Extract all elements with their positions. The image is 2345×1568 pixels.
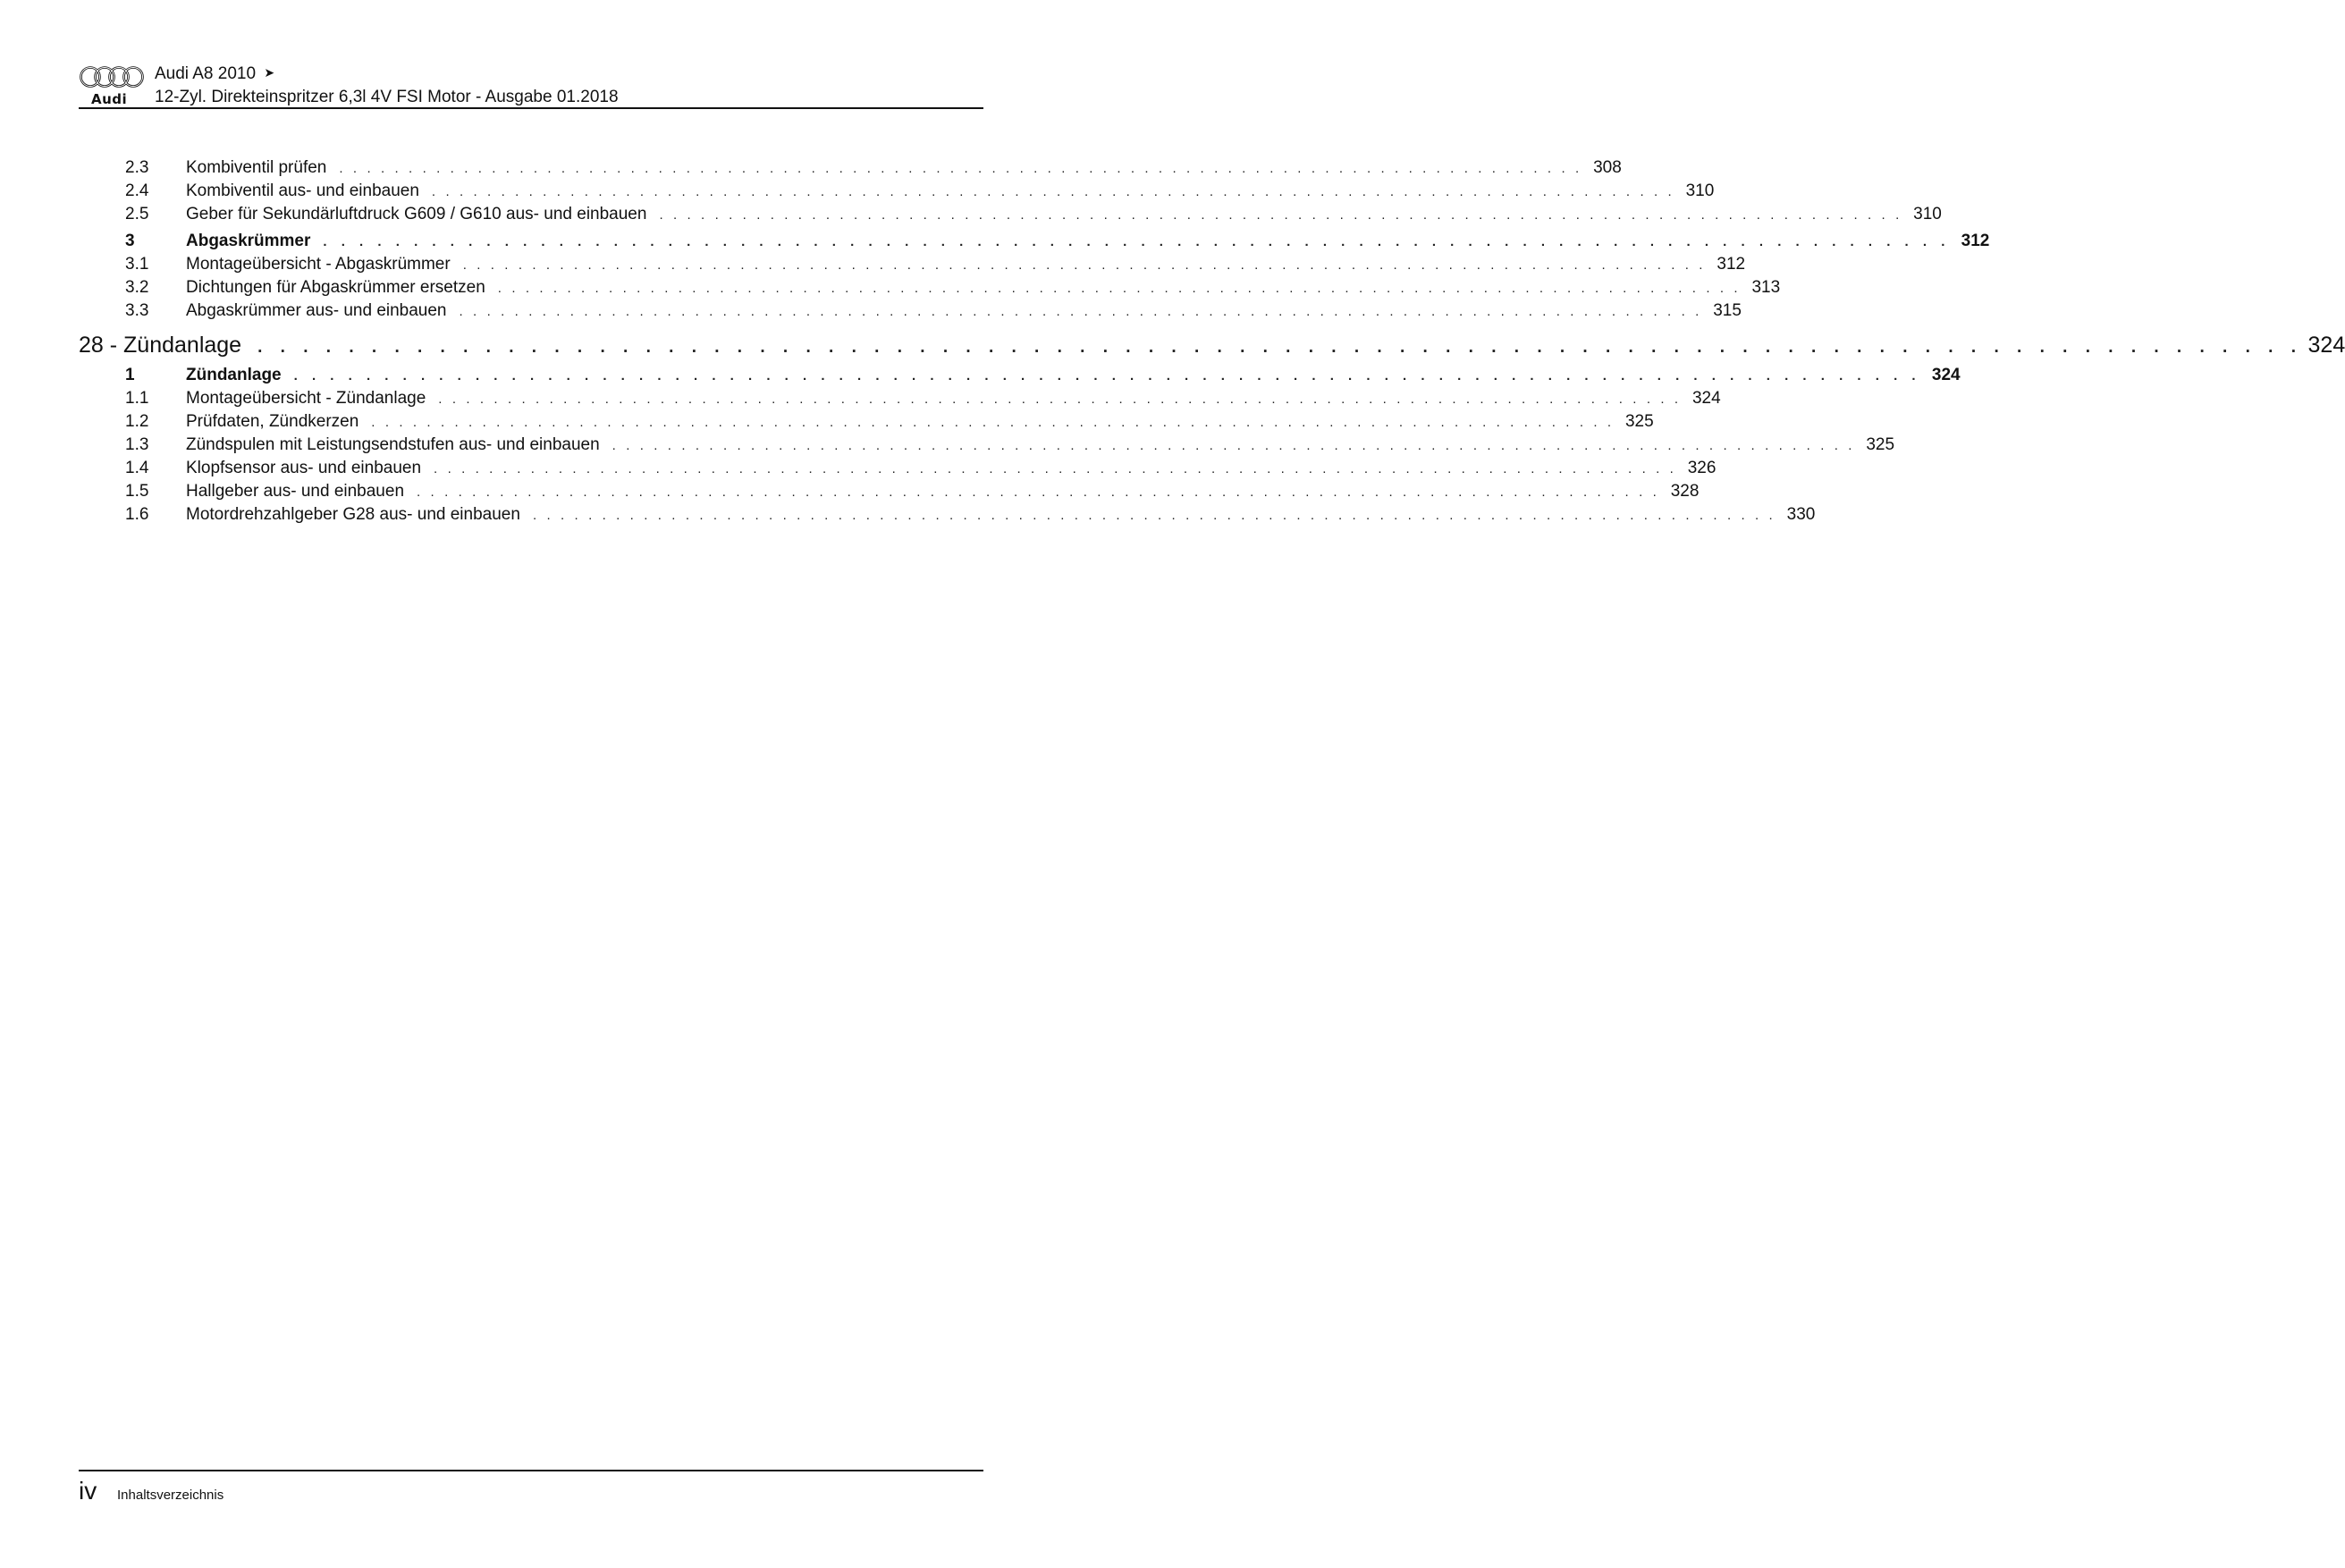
toc-leader-dots: . . . . . . . . . . . . . . . . . . . . . . . . . . . . . . . . . . . . . . . . . . . . . . . . . . . . . . . . . . . . . . . . . . . . . . . . . . . . . . . . . . . . . . . . . . <box>659 207 1902 223</box>
toc-number: 1.3 <box>125 435 149 454</box>
toc-title: Hallgeber aus- und einbauen <box>186 480 417 503</box>
arrow-right-icon: ➤ <box>264 65 275 80</box>
toc-number: 3 <box>125 232 135 250</box>
toc-entry-row[interactable] <box>79 253 1746 276</box>
toc-page-number: 326 <box>1687 459 1717 477</box>
toc-page-number: 330 <box>1786 505 1816 524</box>
toc-title: Kombiventil prüfen <box>186 156 339 180</box>
audi-wordmark: Audi <box>91 91 128 107</box>
toc-number: 3.3 <box>125 301 149 320</box>
footer-label: Inhaltsverzeichnis <box>117 1488 224 1503</box>
toc-entry-row[interactable] <box>79 457 1717 480</box>
toc-title: 28 - Zündanlage <box>79 330 257 360</box>
toc-leader-dots: . . . . . . . . . . . . . . . . . . . . . . . . . . . . . . . . . . . . . . . . . . . . . . . . . . . . . . . . . . . . . . . . . . . . . . . . . . . . . . . . . . . . . . . . . . <box>497 281 1742 296</box>
toc-title: Dichtungen für Abgaskrümmer ersetzen <box>186 276 498 299</box>
toc-page-number: 308 <box>1593 158 1622 177</box>
toc-leader-dots: . . . . . . . . . . . . . . . . . . . . . . . . . . . . . . . . . . . . . . . . . . . . . . . . . . . . . . . . . . . . . . . . . . . . . . . . . . . . . . . . . . . . . . . . . . <box>371 415 1615 430</box>
toc-number: 2.4 <box>125 181 149 200</box>
toc-entry-row[interactable] <box>79 180 1715 203</box>
toc-entry-row[interactable] <box>79 434 1895 457</box>
toc-number: 2.5 <box>125 205 149 223</box>
footer-divider <box>79 1470 983 1471</box>
toc-number: 1.5 <box>125 482 149 501</box>
toc-title: Zündanlage <box>186 364 294 387</box>
toc-page-number: 312 <box>1961 232 1990 250</box>
toc-title: Montageübersicht - Abgaskrümmer <box>186 253 463 276</box>
toc-leader-dots: . . . . . . . . . . . . . . . . . . . . . . . . . . . . . . . . . . . . . . . . . . . . . . . . . . . . . . . . . . . . . . . . . . . . . . . . . . . . . . . . . . . . . . . . . . <box>462 257 1707 273</box>
toc-leader-dots: . . . . . . . . . . . . . . . . . . . . . . . . . . . . . . . . . . . . . . . . . . . . . . . . . . . . . . . . . . . . . . . . . . . . . . . . . . . . . . . . . . . . . . . . . . <box>612 438 1856 453</box>
header-divider <box>79 107 983 109</box>
toc-page-number: 324 <box>2307 333 2345 358</box>
audi-logo <box>79 64 145 105</box>
toc-leader-dots: . . . . . . . . . . . . . . . . . . . . . . . . . . . . . . . . . . . . . . . . . . . . . . . . . . . . . . . . . . . . . . . . . . . . . . . . . . . . . . . . . . . . . . . . . . <box>434 461 1677 476</box>
toc-entry-row[interactable] <box>79 410 1654 434</box>
footer-page-number: iv <box>79 1477 97 1505</box>
toc-number: 2.3 <box>125 158 149 177</box>
document-title <box>155 64 274 84</box>
toc-page-number: 310 <box>1685 181 1715 200</box>
toc-page-number: 325 <box>1624 412 1654 431</box>
toc-entry-row[interactable] <box>79 156 1622 180</box>
toc-entry-row[interactable] <box>79 387 1721 410</box>
toc-page-number: 310 <box>1913 205 1942 223</box>
toc-page-number: 312 <box>1717 255 1746 274</box>
toc-leader-dots: . . . . . . . . . . . . . . . . . . . . . . . . . . . . . . . . . . . . . . . . . . . . . . . . . . . . . . . . . . . . . . . . . . . . . . . . . . . . . . . . . . . . . . . . . . <box>293 368 1921 384</box>
toc-title: Geber für Sekundärluftdruck G609 / G610 aus- und einbauen <box>186 203 659 226</box>
toc-entry-row[interactable] <box>79 276 1781 299</box>
toc-title: Montageübersicht - Zündanlage <box>186 387 438 410</box>
toc-number: 1 <box>125 366 135 384</box>
toc-section-row[interactable] <box>79 364 1961 387</box>
toc-leader-dots: . . . . . . . . . . . . . . . . . . . . . . . . . . . . . . . . . . . . . . . . . . . . . . . . . . . . . . . . . . . . . . . . . . . . . . . . . . . . . . . . . . . . . . . . . . <box>323 234 1951 249</box>
toc-number: 3.1 <box>125 255 149 274</box>
toc-number: 1.2 <box>125 412 149 431</box>
toc-page-number: 315 <box>1713 301 1742 320</box>
page-header <box>79 63 983 109</box>
audi-rings-icon <box>79 64 145 89</box>
toc-entry-row[interactable] <box>79 299 1742 323</box>
toc-chapter-row[interactable] <box>79 330 2345 360</box>
toc-leader-dots: . . . . . . . . . . . . . . . . . . . . . . . . . . . . . . . . . . . . . . . . . . . . . . . . . . . . . . . . . . . . . . . . . . . . . . . . . . . . . . . . . . . . . . . . . . <box>339 161 1582 176</box>
toc-leader-dots: . . . . . . . . . . . . . . . . . . . . . . . . . . . . . . . . . . . . . . . . . . . . . . . . . . . . . . . . . . . . . . . . . . . . . . . . . . . . . . . . . . . . . . . . . . <box>459 304 1702 319</box>
toc-leader-dots: . . . . . . . . . . . . . . . . . . . . . . . . . . . . . . . . . . . . . . . . . . . . . . . . . . . . . . . . . . . . . . . . . . . . . . . . . . . . . . . . . . . . . . . . . . <box>417 485 1660 500</box>
table-of-contents <box>79 156 2345 527</box>
toc-title: Prüfdaten, Zündkerzen <box>186 410 371 434</box>
toc-title: Kombiventil aus- und einbauen <box>186 180 432 203</box>
toc-entry-row[interactable] <box>79 503 1816 527</box>
toc-page-number: 324 <box>1931 366 1961 384</box>
toc-leader-dots: . . . . . . . . . . . . . . . . . . . . . . . . . . . . . . . . . . . . . . . . . . . . . . . . . . . . . . . . . . . . . . . . . . . . . . . . . . . . . . . . . . . . . . . . . . <box>431 184 1675 199</box>
toc-leader-dots: . . . . . . . . . . . . . . . . . . . . . . . . . . . . . . . . . . . . . . . . . . . . . . . . . . . . . . . . . . . . . . . . . . . . . . . . . . . . . . . . . . . . . . . . . . <box>438 392 1682 407</box>
toc-section-row[interactable] <box>79 230 1990 253</box>
toc-leader-dots: . . . . . . . . . . . . . . . . . . . . . . . . . . . . . . . . . . . . . . . . . . . . . . . . . . . . . . . . . . . . . . . . . . . . . . . . . . . . . . . . . . . . . . . . . . <box>532 508 1776 523</box>
toc-title: Zündspulen mit Leistungsendstufen aus- und einbauen <box>186 434 612 457</box>
toc-number: 3.2 <box>125 278 149 297</box>
toc-entry-row[interactable] <box>79 480 1700 503</box>
toc-number: 1.1 <box>125 389 149 408</box>
toc-number: 1.6 <box>125 505 149 524</box>
document-subtitle: 12-Zyl. Direkteinspritzer 6,3l 4V FSI Motor - Ausgabe 01.2018 <box>155 88 619 106</box>
toc-page-number: 313 <box>1751 278 1781 297</box>
toc-title: Klopfsensor aus- und einbauen <box>186 457 434 480</box>
vehicle-title: Audi A8 2010 <box>155 64 257 83</box>
toc-page-number: 325 <box>1866 435 1895 454</box>
toc-title: Abgaskrümmer aus- und einbauen <box>186 299 460 323</box>
toc-entry-row[interactable] <box>79 203 1942 226</box>
toc-page-number: 324 <box>1691 389 1721 408</box>
toc-leader-dots: . . . . . . . . . . . . . . . . . . . . . . . . . . . . . . . . . . . . . . . . . . . . . . . . . . . . . . . . . . . . . . . . . . . . . . . . . . . . . . . . . . . . . . . . . . <box>257 338 2303 357</box>
toc-page-number: 328 <box>1670 482 1700 501</box>
toc-title: Abgaskrümmer <box>186 230 323 253</box>
toc-number: 1.4 <box>125 459 149 477</box>
toc-title: Motordrehzahlgeber G28 aus- und einbauen <box>186 503 533 527</box>
